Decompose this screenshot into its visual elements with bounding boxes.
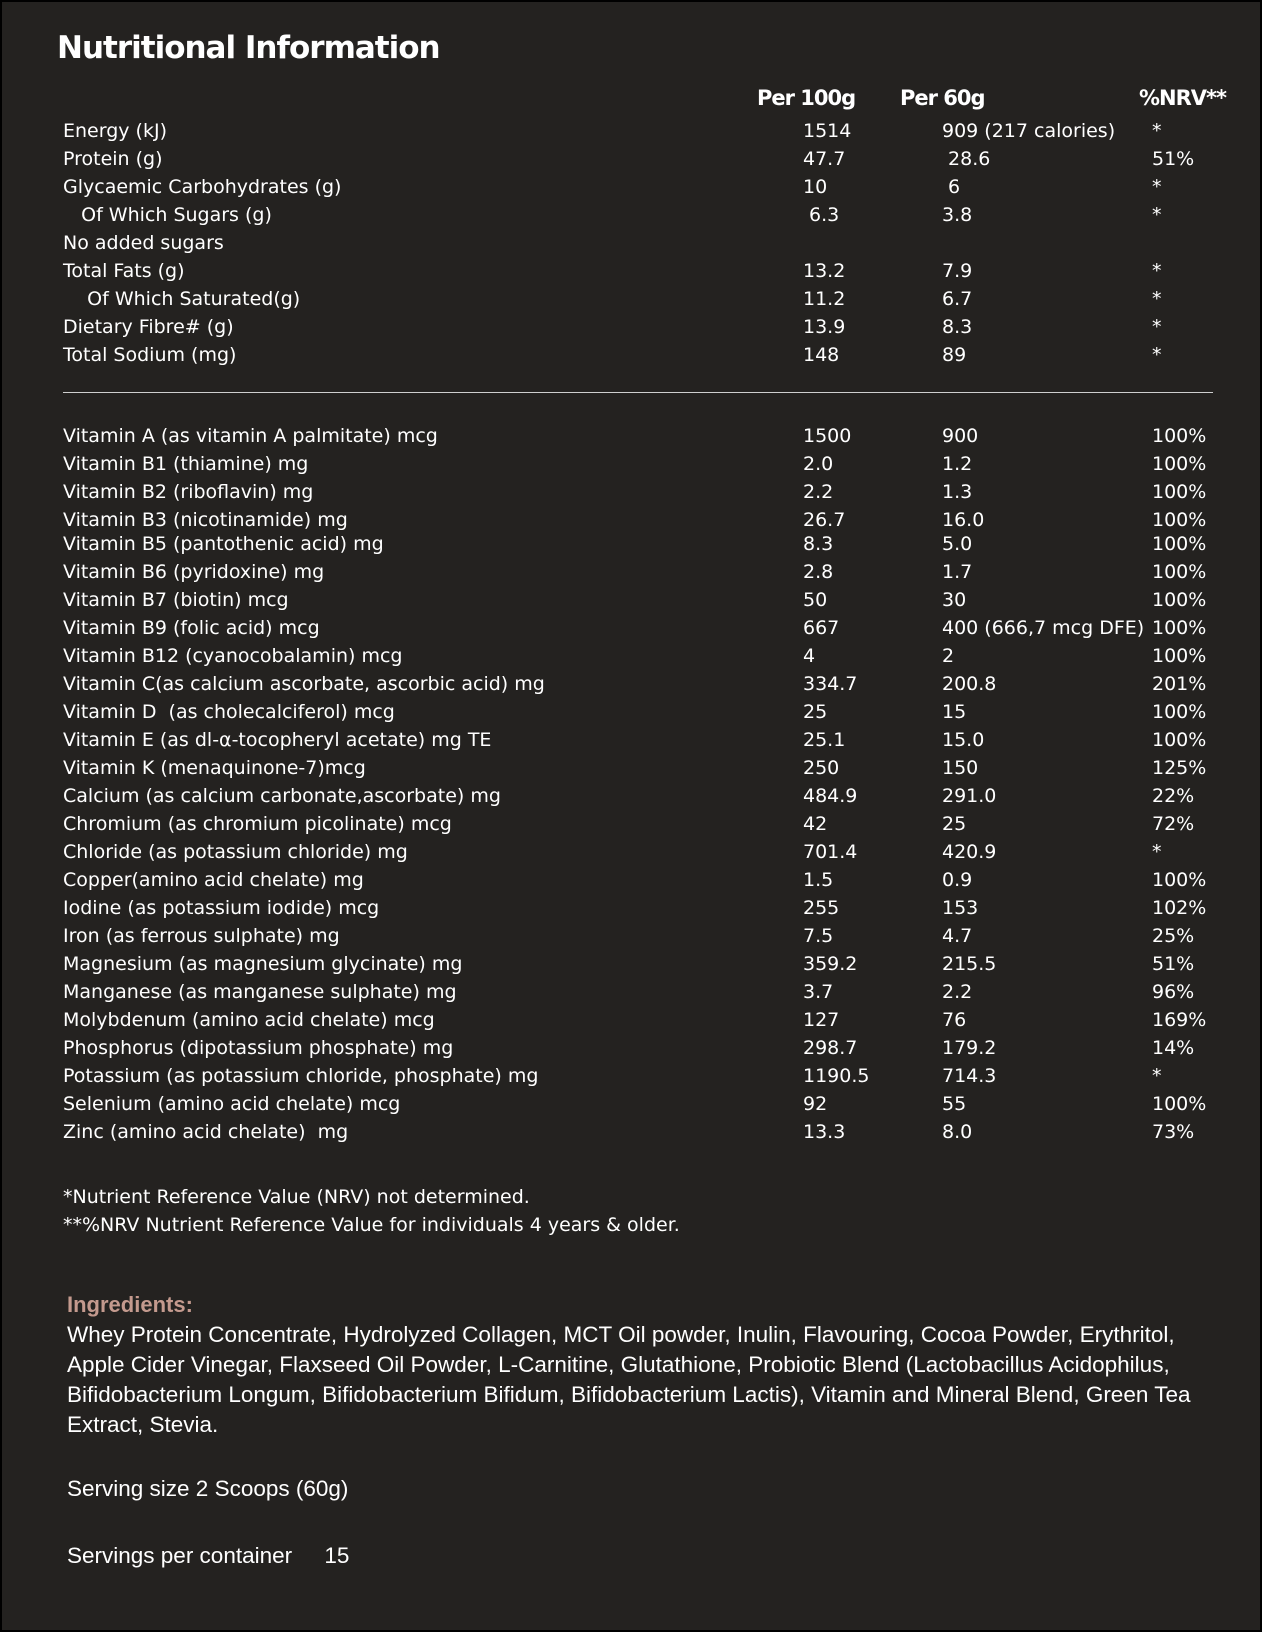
servings-per-container (67, 1543, 349, 1569)
table-row (2, 727, 1264, 753)
nutrient-name: Iron (as ferrous sulphate) mg (63, 925, 340, 947)
table-row (2, 867, 1264, 893)
table-row (2, 979, 1264, 1005)
value-per100: 298.7 (803, 1037, 858, 1059)
value-per60: 1.7 (942, 561, 973, 583)
value-nrv: 100% (1152, 481, 1207, 503)
value-per60: 5.0 (942, 533, 973, 555)
table-row (2, 1063, 1264, 1089)
nutrient-name: Phosphorus (dipotassium phosphate) mg (63, 1037, 454, 1059)
value-nrv: 25% (1152, 925, 1195, 947)
footnote-nrv: *Nutrient Reference Value (NRV) not determined. (63, 1186, 530, 1208)
value-nrv: 96% (1152, 981, 1195, 1003)
value-per100: 25 (803, 701, 828, 723)
table-row (2, 671, 1264, 697)
value-nrv: 14% (1152, 1037, 1195, 1059)
value-per100: 1500 (803, 425, 852, 447)
table-row (2, 118, 1264, 144)
value-per60: 0.9 (942, 869, 973, 891)
table-row (2, 923, 1264, 949)
column-header-per100: Per 100g (757, 86, 856, 110)
nutrient-name: Vitamin B1 (thiamine) mg (63, 453, 309, 475)
table-row (2, 559, 1264, 585)
nutrient-name: Chloride (as potassium chloride) mg (63, 841, 408, 863)
table-row (2, 699, 1264, 725)
nutrient-name: Protein (g) (63, 148, 163, 170)
value-nrv: 51% (1152, 148, 1195, 170)
value-per60: 900 (942, 425, 979, 447)
value-per100: 1514 (803, 120, 852, 142)
value-per100: 2.0 (803, 453, 834, 475)
value-nrv: 51% (1152, 953, 1195, 975)
table-row (2, 1007, 1264, 1033)
table-row (2, 1091, 1264, 1117)
table-row (2, 479, 1264, 505)
value-per60: 420.9 (942, 841, 997, 863)
footnote-nrv-age: **%NRV Nutrient Reference Value for individuals 4 years & older. (63, 1214, 680, 1236)
nutrient-name: Dietary Fibre# (g) (63, 316, 234, 338)
value-nrv: 100% (1152, 589, 1207, 611)
ingredients-heading: Ingredients: (67, 1292, 193, 1317)
value-per100: 8.3 (803, 533, 834, 555)
value-per100: 47.7 (803, 148, 846, 170)
nutrient-name: Vitamin D (as cholecalciferol) mcg (63, 701, 395, 723)
table-row (2, 783, 1264, 809)
table-row (2, 423, 1264, 449)
value-per100: 10 (803, 176, 828, 198)
value-nrv: 100% (1152, 509, 1207, 531)
value-per100: 26.7 (803, 509, 846, 531)
value-per60: 150 (942, 757, 979, 779)
value-per60: 291.0 (942, 785, 997, 807)
table-row (2, 755, 1264, 781)
nutrient-name: Calcium (as calcium carbonate,ascorbate) mg (63, 785, 501, 807)
section-divider (63, 392, 1213, 393)
value-per60: 28.6 (942, 148, 991, 170)
value-per100: 255 (803, 897, 840, 919)
nutrient-name: Vitamin C(as calcium ascorbate, ascorbic acid) mg (63, 673, 545, 695)
page-title: Nutritional Information (57, 30, 440, 66)
nutrient-name: No added sugars (63, 232, 224, 254)
value-per60: 215.5 (942, 953, 997, 975)
value-per60: 55 (942, 1093, 967, 1115)
column-header-per60: Per 60g (900, 86, 985, 110)
servings-per-container-value: 15 (324, 1543, 350, 1568)
value-per60: 1.3 (942, 481, 973, 503)
table-row (2, 451, 1264, 477)
value-nrv: 100% (1152, 453, 1207, 475)
table-row (2, 174, 1264, 200)
value-nrv: * (1152, 316, 1162, 338)
value-nrv: 22% (1152, 785, 1195, 807)
value-per60: 2 (942, 645, 955, 667)
value-nrv: * (1152, 1065, 1162, 1087)
value-per100: 42 (803, 813, 828, 835)
value-per100: 484.9 (803, 785, 858, 807)
value-per100: 50 (803, 589, 828, 611)
table-row (2, 811, 1264, 837)
value-per60: 1.2 (942, 453, 973, 475)
table-row (2, 951, 1264, 977)
value-per100: 92 (803, 1093, 828, 1115)
nutrient-name: Of Which Saturated(g) (63, 288, 301, 310)
value-per100: 13.2 (803, 260, 846, 282)
value-per100: 7.5 (803, 925, 834, 947)
value-per100: 2.8 (803, 561, 834, 583)
value-nrv: 100% (1152, 729, 1207, 751)
nutrient-name: Potassium (as potassium chloride, phosphate) mg (63, 1065, 539, 1087)
value-per100: 2.2 (803, 481, 834, 503)
value-nrv: 169% (1152, 1009, 1207, 1031)
value-nrv: 201% (1152, 673, 1207, 695)
nutrient-name: Energy (kJ) (63, 120, 167, 142)
value-nrv: * (1152, 288, 1162, 310)
value-per60: 2.2 (942, 981, 973, 1003)
nutrient-name: Selenium (amino acid chelate) mcg (63, 1093, 401, 1115)
value-per100: 250 (803, 757, 840, 779)
table-row (2, 587, 1264, 613)
value-nrv: 100% (1152, 425, 1207, 447)
table-row (2, 1119, 1264, 1145)
table-row (2, 507, 1264, 533)
value-per60: 16.0 (942, 509, 985, 531)
table-row (2, 314, 1264, 340)
serving-size: Serving size 2 Scoops (60g) (67, 1476, 349, 1501)
value-nrv: 125% (1152, 757, 1207, 779)
value-per60: 909 (217 calories) (942, 120, 1116, 142)
value-per100: 148 (803, 344, 840, 366)
value-per60: 714.3 (942, 1065, 997, 1087)
table-row (2, 1035, 1264, 1061)
value-per60: 7.9 (942, 260, 973, 282)
nutrient-name: Molybdenum (amino acid chelate) mcg (63, 1009, 435, 1031)
table-row (2, 286, 1264, 312)
value-nrv: 72% (1152, 813, 1195, 835)
value-per100: 25.1 (803, 729, 846, 751)
value-per60: 15 (942, 701, 967, 723)
value-nrv: 100% (1152, 701, 1207, 723)
value-nrv: 100% (1152, 1093, 1207, 1115)
value-per60: 4.7 (942, 925, 973, 947)
nutrient-name: Vitamin B7 (biotin) mcg (63, 589, 289, 611)
value-nrv: * (1152, 204, 1162, 226)
value-per60: 76 (942, 1009, 967, 1031)
nutrient-name: Glycaemic Carbohydrates (g) (63, 176, 342, 198)
servings-per-container-label: Servings per container (67, 1543, 293, 1568)
nutrient-name: Total Fats (g) (63, 260, 185, 282)
value-nrv: * (1152, 841, 1162, 863)
value-per60: 400 (666,7 mcg DFE) (942, 617, 1145, 639)
value-per100: 13.9 (803, 316, 846, 338)
value-nrv: 100% (1152, 561, 1207, 583)
value-per60: 8.3 (942, 316, 973, 338)
table-row (2, 643, 1264, 669)
value-per60: 200.8 (942, 673, 997, 695)
nutrient-name: Manganese (as manganese sulphate) mg (63, 981, 457, 1003)
table-row (2, 230, 1264, 256)
value-nrv: 100% (1152, 869, 1207, 891)
nutrient-name: Total Sodium (mg) (63, 344, 237, 366)
value-nrv: 100% (1152, 645, 1207, 667)
value-per100: 334.7 (803, 673, 858, 695)
value-per100: 1.5 (803, 869, 834, 891)
value-nrv: * (1152, 176, 1162, 198)
table-row (2, 615, 1264, 641)
value-nrv: * (1152, 344, 1162, 366)
value-nrv: * (1152, 120, 1162, 142)
value-per60: 3.8 (942, 204, 973, 226)
value-per60: 179.2 (942, 1037, 997, 1059)
value-nrv: 100% (1152, 617, 1207, 639)
table-row (2, 342, 1264, 368)
nutrient-name: Magnesium (as magnesium glycinate) mg (63, 953, 463, 975)
value-nrv: * (1152, 260, 1162, 282)
table-row (2, 895, 1264, 921)
value-per100: 359.2 (803, 953, 858, 975)
table-row (2, 202, 1264, 228)
value-per60: 8.0 (942, 1121, 973, 1143)
nutrient-name: Chromium (as chromium picolinate) mcg (63, 813, 452, 835)
value-per100: 667 (803, 617, 840, 639)
nutrient-name: Vitamin E (as dl-α-tocopheryl acetate) mg TE (63, 729, 492, 751)
value-per100: 127 (803, 1009, 840, 1031)
ingredients-text: Whey Protein Concentrate, Hydrolyzed Collagen, MCT Oil powder, Inulin, Flavouring, Cocoa Powder, Erythritol, Apple Cider Vinegar, Flaxseed Oil Powder, L-Carnitine, Glutathione, Probiotic Blend (Lactobacillus Acidophilus, Bifidobacterium Longum, Bifidobacterium Bifidum, Bifidobacterium Lactis), Vitamin and Mineral Blend, Green Tea Extract, Stevia. (67, 1322, 1191, 1437)
value-per60: 6.7 (942, 288, 973, 310)
value-per60: 15.0 (942, 729, 985, 751)
value-per100: 4 (803, 645, 816, 667)
value-per100: 6.3 (803, 204, 840, 226)
nutrient-name: Copper(amino acid chelate) mg (63, 869, 364, 891)
value-per100: 3.7 (803, 981, 834, 1003)
nutrient-name: Vitamin A (as vitamin A palmitate) mcg (63, 425, 438, 447)
value-nrv: 102% (1152, 897, 1207, 919)
value-per60: 25 (942, 813, 967, 835)
table-row (2, 258, 1264, 284)
nutrient-name: Vitamin B6 (pyridoxine) mg (63, 561, 325, 583)
table-row (2, 839, 1264, 865)
nutrient-name: Zinc (amino acid chelate) mg (63, 1121, 349, 1143)
table-row (2, 531, 1264, 557)
value-per100: 1190.5 (803, 1065, 870, 1087)
value-per60: 6 (942, 176, 961, 198)
value-nrv: 73% (1152, 1121, 1195, 1143)
nutrient-name: Vitamin K (menaquinone-7)mcg (63, 757, 366, 779)
value-per60: 153 (942, 897, 979, 919)
value-per60: 30 (942, 589, 967, 611)
nutrient-name: Vitamin B2 (riboflavin) mg (63, 481, 314, 503)
value-per60: 89 (942, 344, 967, 366)
value-per100: 11.2 (803, 288, 846, 310)
value-per100: 701.4 (803, 841, 858, 863)
nutrient-name: Vitamin B9 (folic acid) mcg (63, 617, 320, 639)
nutrient-name: Iodine (as potassium iodide) mcg (63, 897, 380, 919)
value-per100: 13.3 (803, 1121, 846, 1143)
column-header-nrv: %NRV** (1139, 86, 1227, 110)
value-nrv: 100% (1152, 533, 1207, 555)
nutrient-name: Vitamin B5 (pantothenic acid) mg (63, 533, 384, 555)
nutrient-name: Vitamin B12 (cyanocobalamin) mcg (63, 645, 403, 667)
table-row (2, 146, 1264, 172)
nutrient-name: Of Which Sugars (g) (63, 204, 272, 226)
nutrient-name: Vitamin B3 (nicotinamide) mg (63, 509, 348, 531)
